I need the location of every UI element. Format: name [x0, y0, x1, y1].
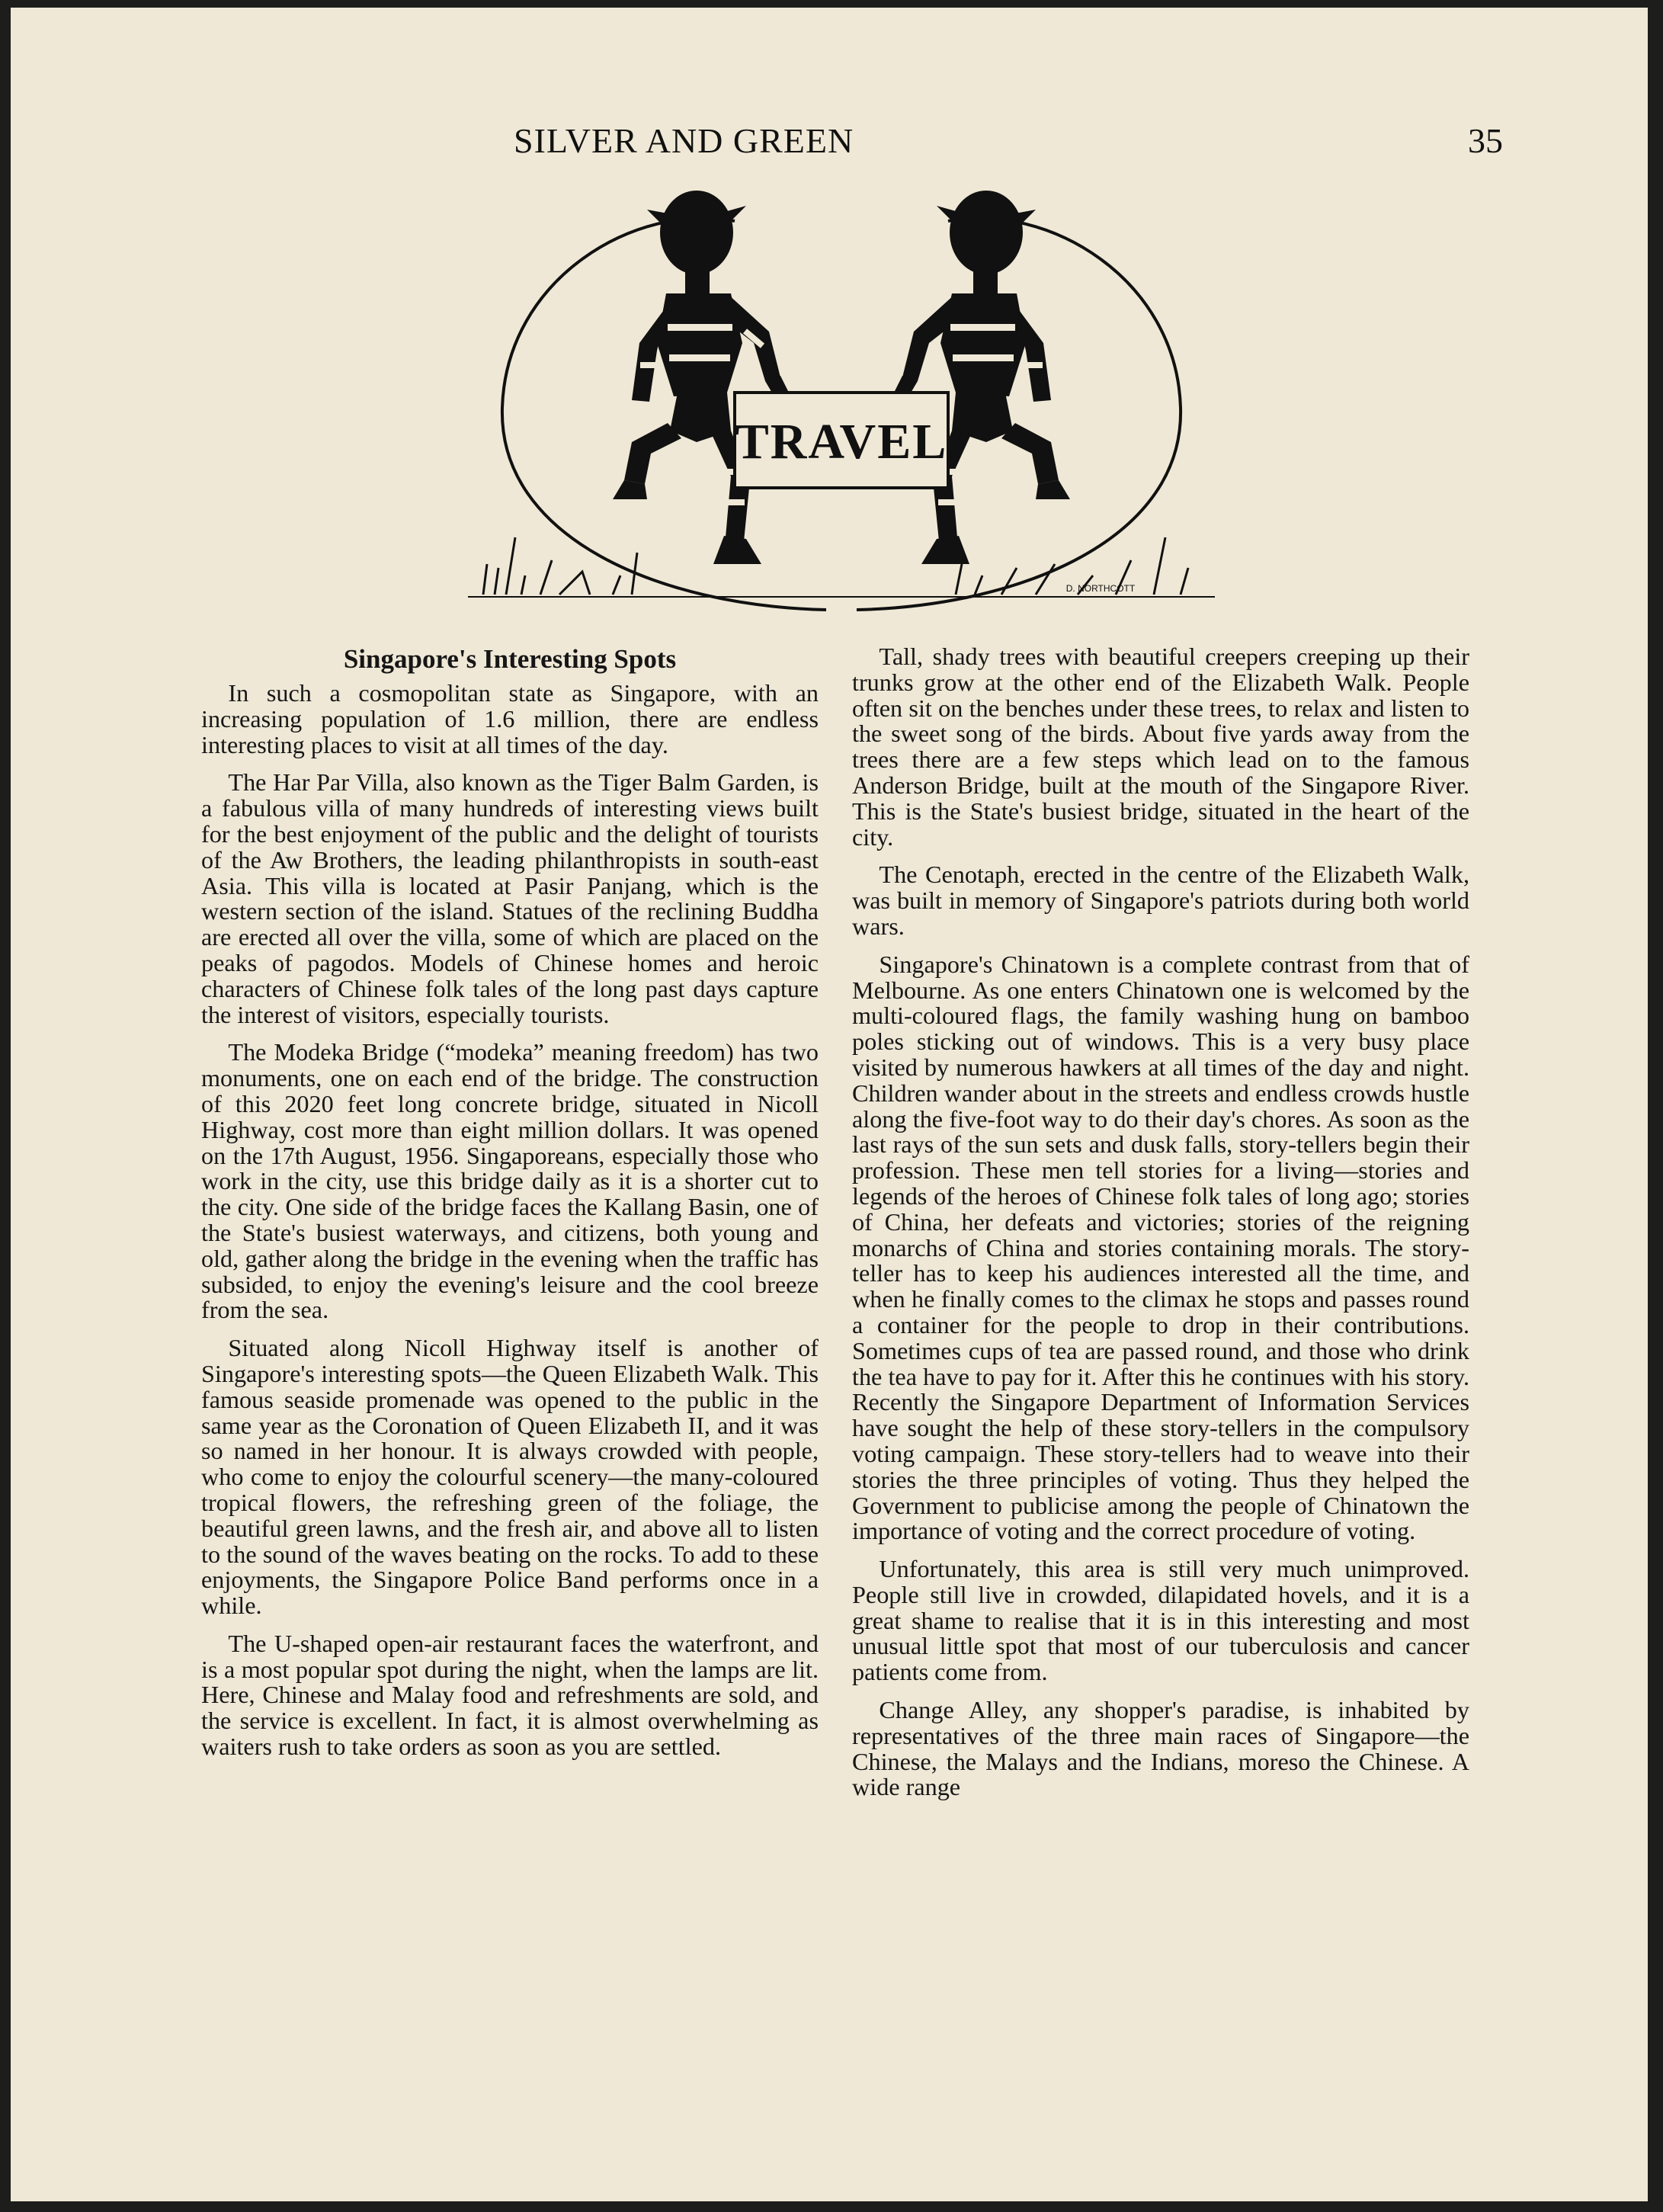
article-title: Singapore's Interesting Spots [343, 644, 677, 674]
page [11, 8, 1648, 2201]
left-column [201, 644, 819, 2153]
page-number: 35 [1468, 121, 1503, 160]
paragraph: Change Alley, any shopper's paradise, is inhabited by representatives of the three main races of Singapore—the Chinese, the Malays and the Indians, moreso the Chinese. A wide range [852, 1696, 1469, 1801]
paragraph: In such a cosmopolitan state as Singapore, with an increasing population of 1.6 million, there are endless interesting places to visit at all times of the day. [201, 679, 819, 758]
paragraph: The U-shaped open-air restaurant faces the waterfront, and is a most popular spot during the night, when the lamps are lit. Here, Chinese and Malay food and refreshments are sold, and the service is excellent. In fact, it is almost overwhelming as waiters rush to take orders as soon as you are settled. [201, 1629, 819, 1761]
left-dancer-figure [613, 191, 788, 564]
paragraph: The Har Par Villa, also known as the Tiger Balm Garden, is a fabulous villa of many hundreds of interesting views built for the best enjoyment of the public and the delight of tourists of the Aw Brothers, the leading philanthropists in south-east Asia. This villa is located at Pasir Panjang, which is the western section of the island. Statues of the reclining Buddha are erected all over the villa, some of which are placed on the peaks of pagodos. Models of Chinese homes and heroic characters of Chinese folk tales of the long past days capture the interest of visitors, especially tourists. [201, 768, 819, 1028]
paragraph: Situated along Nicoll Highway itself is another of Singapore's interesting spots—the Queen Elizabeth Walk. This famous seaside promenade was opened to the public in the same year as the Coronation of Queen Elizabeth II, and it was so named in her honour. It is always crowded with people, who come to enjoy the colourful scenery—the many-coloured tropical flowers, the refreshing green of the foliage, the beautiful green lawns, and the fresh air, and above all to listen to the sound of the waves beating on the rocks. To add to these enjoyments, the Singapore Police Band performs once in a while. [201, 1334, 819, 1620]
travel-sign-label: TRAVEL [735, 414, 948, 470]
travel-illustration [468, 179, 1215, 617]
paragraph: Tall, shady trees with beautiful creepers creeping up their trunks grow at the other end of the Elizabeth Walk. People often sit on the benches under these trees, to relax and listen to the sweet song of the birds. About five yards away from the trees there are a few steps which lead on to the famous Anderson Bridge, built at the mouth of the Singapore River. This is the State's busiest bridge, situated in the heart of the city. [852, 644, 1469, 851]
right-dancer-figure [895, 191, 1070, 564]
paragraph: Singapore's Chinatown is a complete contrast from that of Melbourne. As one enters Chinatown one is welcomed by the multi-coloured flags, the family washing hung on bamboo poles sticking out of windows. This is a very busy place visited by numerous hawkers at all times of the day and night. Children wander about in the streets and endless crowds hustle along the five-foot way to do their day's chores. As soon as the last rays of the sun sets and dusk falls, story-tellers begin their profession. These men tell stories for a living—stories and legends of the heroes of Chinese folk tales of long ago; stories of China, her defeats and victories; stories of the reigning monarchs of China and stories containing morals. The story-teller has to keep his audiences interested all the time, and when he finally comes to the climax he stops and passes round a container for the people to drop in their contributions. Sometimes cups of tea are passed round, and those who drink the tea have to pay for it. After this he continues with his story. Recently the Singapore Department of Information Services have sought the help of these story-tellers in the compulsory voting campaign. These story-tellers had to weave into their stories the three principles of voting. Thus they helped the Government to publicise among the people of Chinatown the importance of voting and the correct procedure of voting. [852, 950, 1469, 1545]
paragraph: The Cenotaph, erected in the centre of the Elizabeth Walk, was built in memory of Singapore's patriots during both world wars. [852, 861, 1469, 940]
running-title: SILVER AND GREEN [514, 121, 854, 160]
running-header [514, 120, 1504, 181]
right-column [852, 644, 1469, 2153]
paragraph: The Modeka Bridge (“modeka” meaning freedom) has two monuments, one on each end of the bridge. The construction of this 2020 feet long concrete bridge, situated in Nicoll Highway, cost more than eight million dollars. It was opened on the 17th August, 1956. Singaporeans, especially those who work in the city, use this bridge daily as it is a shorter cut to the city. One side of the bridge faces the Kallang Basin, one of the State's busiest waterways, and citizens, both young and old, gather along the bridge in the evening when the traffic has subsided, to enjoy the evening's leisure and the cool breeze from the sea. [201, 1038, 819, 1324]
paragraph: Unfortunately, this area is still very much unimproved. People still live in crowded, dilapidated hovels, and it is a great shame to realise that it is in this interesting and most unusual little spot that most of our tuberculosis and cancer patients come from. [852, 1555, 1469, 1686]
artist-signature: D. NORTHCOTT [1065, 583, 1136, 594]
